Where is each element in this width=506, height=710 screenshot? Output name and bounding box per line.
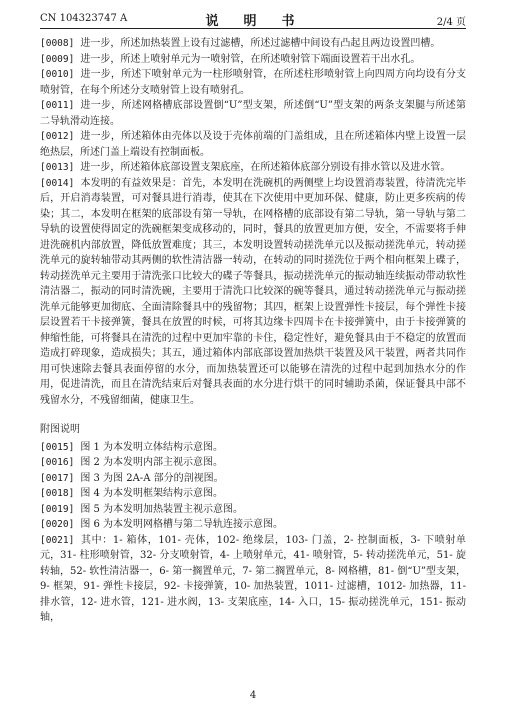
- paragraph-text: 图 1 为本发明立体结构示意图。: [80, 441, 224, 453]
- paragraph-text: 图 4 为本发明框架结构示意图。: [80, 488, 224, 499]
- paragraph: [40, 36, 466, 52]
- paragraph-text: 图 6 为本发明网格槽与第二导轨连接示意图。: [80, 519, 284, 530]
- paragraph: [40, 455, 466, 471]
- paragraph-list: [40, 36, 466, 408]
- paragraph-text: 进一步，所述加热装置上设有过滤槽，所述过滤槽中间设有凸起且两边设置凹槽。: [80, 38, 441, 49]
- paragraph-number: [0010]: [40, 69, 75, 80]
- paragraph: [40, 486, 466, 502]
- paragraph: [40, 67, 466, 98]
- paragraph-number: [0012]: [40, 131, 75, 142]
- page-header: [40, 10, 466, 29]
- paragraph: [40, 129, 466, 160]
- figure-paragraph-list: [40, 440, 466, 626]
- paragraph-text: 图 3 为图 2A-A 部分的剖视图。: [80, 472, 224, 484]
- paragraph: [40, 98, 466, 129]
- paragraph-text: 进一步，所述上喷射单元为一喷射管，在所述喷射管下端面设置若干出水孔。: [80, 53, 421, 65]
- paragraph: [40, 502, 466, 518]
- paragraph-number: [0020]: [40, 519, 75, 530]
- paragraph: [40, 160, 466, 176]
- paragraph-number: [0015]: [40, 441, 75, 453]
- document-title: 说 明 书: [205, 14, 301, 29]
- section-title: 附图说明: [40, 424, 80, 435]
- paragraph-number: [0009]: [40, 53, 75, 65]
- paragraph-text: 图 2 为本发明内部主视示意图。: [80, 457, 224, 468]
- paragraph-number: [0013]: [40, 162, 75, 173]
- paragraph-number: [0017]: [40, 472, 75, 484]
- paragraph-text: 图 5 为本发明加热装置主视示意图。: [80, 503, 244, 515]
- page-indicator: 2/4 页: [436, 17, 466, 28]
- paragraph: [40, 533, 466, 626]
- paragraph-number: [0019]: [40, 503, 75, 515]
- paragraph: [40, 176, 466, 409]
- paragraph: [40, 517, 466, 533]
- paragraph: [40, 52, 466, 68]
- page-number: 4: [249, 690, 257, 701]
- paragraph: [40, 471, 466, 487]
- paragraph-number: [0014]: [40, 177, 75, 189]
- paragraph-text: 进一步，所述箱体由壳体以及设于壳体前端的门盖组成，且在所述箱体内壁上设置一层绝热层，所述门盖上端设有控制面板。: [40, 131, 466, 158]
- paragraph-text: 进一步，所述网格槽底部设置倒“U”型支架，所述倒“U”型支架的两条支架腿与所述第二导轨滑动连接。: [40, 100, 466, 127]
- paragraph-number: [0018]: [40, 488, 75, 499]
- paragraph-number: [0011]: [40, 100, 75, 111]
- paragraph-number: [0016]: [40, 457, 75, 468]
- paragraph-text: 进一步，所述下喷射单元为一柱形喷射管，在所述柱形喷射管上向四周方向均设有分支喷射管，在每个所述分支喷射管上设有喷射孔。: [40, 69, 466, 96]
- paragraph-number: [0008]: [40, 38, 75, 49]
- paragraph-number: [0021]: [40, 534, 75, 546]
- patent-number: CN 104323747 A: [40, 13, 128, 24]
- paragraph-text: 本发明的有益效果是：首先，本发明在洗碗机的两侧壁上均设置消毒装置，待清洗完毕后，开启消毒装置，可对餐具进行消毒，使其在下次使用中更加环保、健康，防止更多疾病的传染；其二，本发明在框架的底部设有第一导轨，在网格槽的底部设有第二导轨，第一导轨与第二导轨的设置使得固定的洗碗框架变成移动的，同时，餐具的放置更加方便，安全，不需要将手伸进洗碗机内部放置，降低放置难度；其三，本发明设置转动搓洗单元以及振动搓洗单元，转动搓洗单元的旋转轴带动其两侧的软性清洁器一转动，在转动的同时搓洗位于两个相向框架上碟子，转动搓洗单元主要用于清洗张口比较大的碟子等餐具，振动搓洗单元的振动轴连续振动带动软性清洁器二，振动的同时清洗碗，主要用于清洗口比较深的碗等餐具，通过转动搓洗单元与振动搓洗单元能够更加彻底、全面清除餐具中的残留物；其四，框架上设置弹性卡接层，每个弹性卡接层设置若干卡接弹簧，餐具在放置的时候，可将其边缘卡四周卡在卡接弹簧中，由于卡接弹簧的伸缩性能，可将餐具在清洗的过程中更加牢靠的卡住，稳定性好，避免餐具由于不稳定的放置而造成打碎现象，造成损失；其五，通过箱体内部底部设置加热烘干装置及风干装置，两者共同作用可快速除去餐具表面停留的水分，而加热装置还可以能够在清洗的过程中起到加热水分的作用，促进清洗，而且在清洗结束后对餐具表面的水分进行烘干的同时辅助杀菌，保证餐具中部不残留水分，不残留细菌，健康卫生。: [40, 177, 466, 406]
- paragraph-text: 进一步，所述箱体底部设置支架底座，在所述箱体底部分别设有排水管以及进水管。: [80, 162, 451, 173]
- document-body: [40, 36, 466, 626]
- paragraph-text: 其中：1- 箱体，101- 壳体，102- 绝缘层，103- 门盖，2- 控制面板，3- 下喷射单元，31- 柱形喷射管，32- 分支喷射管，4- 上喷射单元，41- 喷射管，5- 转动搓洗单元，51- 旋转轴，52- 软性清洁器一，6- 第一搁置单元，7- 第二搁置单元，8- 网格槽，81- 倒“U”型支架，9- 框架，91- 弹性卡接层，92- 卡接弹簧，10- 加热装置，1011- 过滤槽，1012- 加热器，11- 排水管，12- 进水管，121- 进水阀，13- 支架底座，14- 入口，15- 振动搓洗单元，151- 振动轴，: [40, 534, 466, 623]
- paragraph: [40, 440, 466, 456]
